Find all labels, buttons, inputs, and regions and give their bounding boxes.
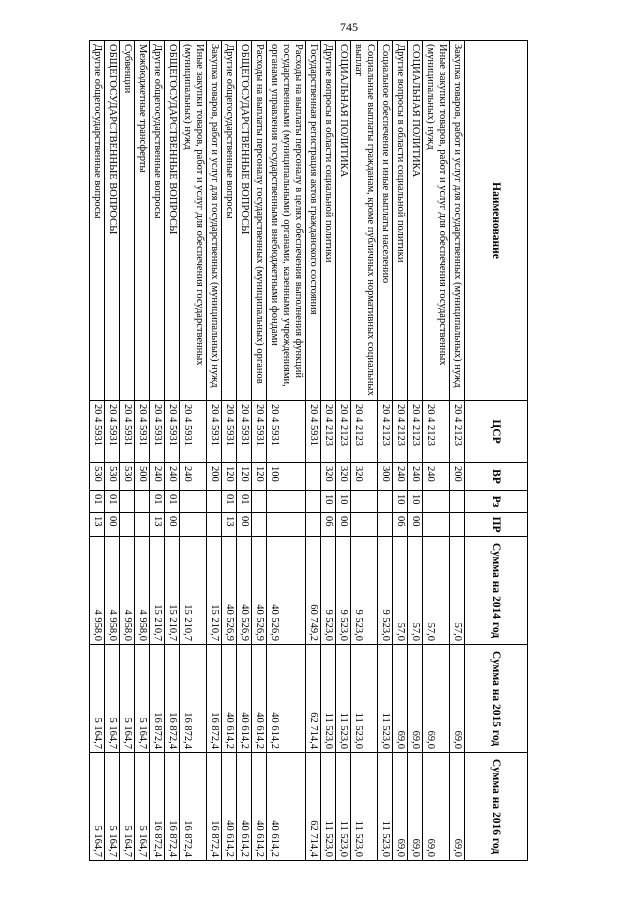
cell-rz xyxy=(378,491,393,513)
cell-pr: 00 xyxy=(165,513,180,537)
cell-name: Другие общегосударственные вопросы xyxy=(90,41,105,401)
cell-rz xyxy=(207,491,222,513)
cell-name: СОЦИАЛЬНАЯ ПОЛИТИКА xyxy=(408,41,423,401)
cell-sum-2015: 62 714,4 xyxy=(306,645,321,753)
cell-vr: 530 xyxy=(90,463,105,491)
cell-csr: 20 4 5931 xyxy=(120,401,135,463)
header-vr: ВР xyxy=(465,463,528,491)
cell-sum-2014: 15 210,7 xyxy=(207,537,222,645)
header-rz: Рз xyxy=(465,491,528,513)
cell-sum-2016: 5 164,7 xyxy=(105,753,120,861)
cell-sum-2014: 57,0 xyxy=(450,537,465,645)
table-row xyxy=(90,41,105,861)
cell-sum-2016: 69,0 xyxy=(423,753,450,861)
cell-name: ОБЩЕГОСУДАРСТВЕННЫЕ ВОПРОСЫ xyxy=(105,41,120,401)
cell-sum-2015: 5 164,7 xyxy=(135,645,150,753)
cell-rz xyxy=(267,491,306,513)
cell-sum-2016: 11 523,0 xyxy=(336,753,351,861)
cell-rz: 10 xyxy=(321,491,336,513)
cell-sum-2016: 69,0 xyxy=(450,753,465,861)
cell-pr xyxy=(351,513,378,537)
table-row xyxy=(135,41,150,861)
cell-rz xyxy=(252,491,267,513)
table-row xyxy=(237,41,252,861)
cell-sum-2014: 15 210,7 xyxy=(165,537,180,645)
cell-vr: 200 xyxy=(207,463,222,491)
cell-sum-2014: 60 749,2 xyxy=(306,537,321,645)
cell-rz: 01 xyxy=(165,491,180,513)
cell-vr: 200 xyxy=(450,463,465,491)
cell-csr: 20 4 5931 xyxy=(267,401,306,463)
cell-sum-2015: 40 614,2 xyxy=(222,645,237,753)
cell-pr xyxy=(423,513,450,537)
cell-csr: 20 4 5931 xyxy=(90,401,105,463)
cell-csr: 20 4 5931 xyxy=(252,401,267,463)
table-row xyxy=(120,41,135,861)
cell-sum-2015: 11 523,0 xyxy=(378,645,393,753)
cell-csr: 20 4 5931 xyxy=(105,401,120,463)
cell-pr: 00 xyxy=(408,513,423,537)
table-row xyxy=(450,41,465,861)
cell-sum-2015: 11 523,0 xyxy=(321,645,336,753)
cell-sum-2014: 9 523,0 xyxy=(378,537,393,645)
cell-pr: 00 xyxy=(105,513,120,537)
table-row xyxy=(180,41,207,861)
cell-sum-2015: 5 164,7 xyxy=(105,645,120,753)
cell-csr: 20 4 2123 xyxy=(378,401,393,463)
header-csr: ЦСР xyxy=(465,401,528,463)
cell-pr: 00 xyxy=(336,513,351,537)
table-row xyxy=(393,41,408,861)
cell-vr: 120 xyxy=(222,463,237,491)
cell-sum-2015: 16 872,4 xyxy=(150,645,165,753)
table-body xyxy=(90,41,465,861)
cell-sum-2016: 16 872,4 xyxy=(150,753,165,861)
table-row xyxy=(267,41,306,861)
table-row xyxy=(150,41,165,861)
cell-name: Субвенции xyxy=(120,41,135,401)
cell-sum-2016: 69,0 xyxy=(393,753,408,861)
cell-rz: 01 xyxy=(150,491,165,513)
cell-sum-2015: 16 872,4 xyxy=(207,645,222,753)
cell-sum-2014: 40 526,9 xyxy=(237,537,252,645)
cell-csr: 20 4 2123 xyxy=(351,401,378,463)
cell-vr xyxy=(306,463,321,491)
cell-rz xyxy=(351,491,378,513)
cell-name: Иные закупки товаров, работ и услуг для обеспечения государственных (муниципальных) нужд xyxy=(423,41,450,401)
table-row xyxy=(336,41,351,861)
cell-csr: 20 4 5931 xyxy=(180,401,207,463)
cell-name: Иные закупки товаров, работ и услуг для обеспечения государственных (муниципальных) нужд xyxy=(180,41,207,401)
cell-sum-2015: 40 614,2 xyxy=(267,645,306,753)
header-sum-2014: Сумма на 2014 год xyxy=(465,537,528,645)
cell-name: Другие вопросы в области социальной политики xyxy=(393,41,408,401)
cell-rz xyxy=(306,491,321,513)
cell-sum-2014: 4 958,0 xyxy=(120,537,135,645)
cell-pr xyxy=(135,513,150,537)
cell-sum-2015: 69,0 xyxy=(408,645,423,753)
cell-csr: 20 4 2123 xyxy=(336,401,351,463)
cell-pr xyxy=(306,513,321,537)
cell-name: ОБЩЕГОСУДАРСТВЕННЫЕ ВОПРОСЫ xyxy=(237,41,252,401)
cell-vr: 500 xyxy=(135,463,150,491)
cell-rz: 01 xyxy=(237,491,252,513)
cell-sum-2016: 5 164,7 xyxy=(120,753,135,861)
budget-table xyxy=(89,40,528,861)
table-row xyxy=(165,41,180,861)
cell-vr: 320 xyxy=(351,463,378,491)
cell-sum-2015: 5 164,7 xyxy=(90,645,105,753)
cell-csr: 20 4 5931 xyxy=(222,401,237,463)
cell-sum-2014: 9 523,0 xyxy=(351,537,378,645)
cell-name: Расходы на выплаты персоналу государственных (муниципальных) органов xyxy=(252,41,267,401)
table-row xyxy=(222,41,237,861)
cell-name: Государственная регистрация актов гражданского состояния xyxy=(306,41,321,401)
cell-pr: 13 xyxy=(150,513,165,537)
cell-csr: 20 4 2123 xyxy=(450,401,465,463)
cell-pr xyxy=(378,513,393,537)
cell-csr: 20 4 5931 xyxy=(165,401,180,463)
header-name: Наименование xyxy=(465,41,528,401)
cell-rz: 10 xyxy=(336,491,351,513)
cell-pr: 00 xyxy=(237,513,252,537)
table-row xyxy=(408,41,423,861)
table-row xyxy=(207,41,222,861)
cell-rz xyxy=(135,491,150,513)
table-row xyxy=(252,41,267,861)
table-row xyxy=(306,41,321,861)
cell-vr: 530 xyxy=(105,463,120,491)
table-row xyxy=(378,41,393,861)
cell-sum-2015: 69,0 xyxy=(423,645,450,753)
cell-csr: 20 4 2123 xyxy=(393,401,408,463)
cell-csr: 20 4 2123 xyxy=(408,401,423,463)
cell-rz: 10 xyxy=(408,491,423,513)
cell-sum-2014: 57,0 xyxy=(408,537,423,645)
cell-rz xyxy=(423,491,450,513)
cell-sum-2014: 57,0 xyxy=(423,537,450,645)
cell-sum-2016: 40 614,2 xyxy=(252,753,267,861)
cell-csr: 20 4 5931 xyxy=(207,401,222,463)
cell-sum-2014: 40 526,9 xyxy=(222,537,237,645)
cell-sum-2015: 40 614,2 xyxy=(252,645,267,753)
rotated-table-container xyxy=(60,40,528,860)
cell-sum-2015: 69,0 xyxy=(450,645,465,753)
cell-rz xyxy=(120,491,135,513)
cell-pr: 06 xyxy=(321,513,336,537)
cell-pr xyxy=(252,513,267,537)
cell-name: Межбюджетные трансферты xyxy=(135,41,150,401)
cell-sum-2016: 11 523,0 xyxy=(378,753,393,861)
cell-vr: 320 xyxy=(321,463,336,491)
header-sum-2016: Сумма на 2016 год xyxy=(465,753,528,861)
cell-vr: 530 xyxy=(120,463,135,491)
cell-sum-2016: 62 714,4 xyxy=(306,753,321,861)
cell-name: Закупка товаров, работ и услуг для государственных (муниципальных) нужд xyxy=(450,41,465,401)
cell-name: Расходы на выплаты персоналу в целях обеспечения выполнения функций государственными (муниципальными) органами, казенными учреждениями, органами управления государственными внебюджетными фондами xyxy=(267,41,306,401)
cell-csr: 20 4 5931 xyxy=(237,401,252,463)
cell-vr: 240 xyxy=(423,463,450,491)
cell-sum-2014: 57,0 xyxy=(393,537,408,645)
cell-sum-2016: 16 872,4 xyxy=(165,753,180,861)
cell-sum-2014: 40 526,9 xyxy=(252,537,267,645)
cell-sum-2016: 5 164,7 xyxy=(90,753,105,861)
cell-name: Другие общегосударственные вопросы xyxy=(222,41,237,401)
cell-name: Другие общегосударственные вопросы xyxy=(150,41,165,401)
cell-rz: 01 xyxy=(222,491,237,513)
cell-vr: 320 xyxy=(336,463,351,491)
cell-csr: 20 4 5931 xyxy=(150,401,165,463)
cell-rz: 01 xyxy=(105,491,120,513)
cell-pr xyxy=(207,513,222,537)
cell-sum-2015: 16 872,4 xyxy=(165,645,180,753)
cell-sum-2014: 9 523,0 xyxy=(321,537,336,645)
cell-pr xyxy=(180,513,207,537)
cell-name: Закупка товаров, работ и услуг для государственных (муниципальных) нужд xyxy=(207,41,222,401)
cell-sum-2015: 5 164,7 xyxy=(120,645,135,753)
cell-vr: 240 xyxy=(165,463,180,491)
cell-sum-2015: 40 614,2 xyxy=(237,645,252,753)
cell-sum-2015: 69,0 xyxy=(393,645,408,753)
cell-sum-2014: 4 958,0 xyxy=(135,537,150,645)
cell-csr: 20 4 5931 xyxy=(135,401,150,463)
cell-vr: 240 xyxy=(393,463,408,491)
cell-rz xyxy=(450,491,465,513)
cell-sum-2016: 11 523,0 xyxy=(321,753,336,861)
cell-name: ОБЩЕГОСУДАРСТВЕННЫЕ ВОПРОСЫ xyxy=(165,41,180,401)
cell-pr xyxy=(120,513,135,537)
cell-pr xyxy=(450,513,465,537)
cell-rz xyxy=(180,491,207,513)
cell-sum-2016: 69,0 xyxy=(408,753,423,861)
header-pr: ПР xyxy=(465,513,528,537)
page-number: 745 xyxy=(340,20,358,34)
cell-sum-2016: 40 614,2 xyxy=(237,753,252,861)
cell-sum-2014: 15 210,7 xyxy=(150,537,165,645)
cell-pr: 13 xyxy=(90,513,105,537)
cell-rz: 01 xyxy=(90,491,105,513)
cell-csr: 20 4 2123 xyxy=(423,401,450,463)
cell-sum-2016: 40 614,2 xyxy=(222,753,237,861)
cell-sum-2014: 9 523,0 xyxy=(336,537,351,645)
table-row xyxy=(351,41,378,861)
cell-sum-2015: 11 523,0 xyxy=(351,645,378,753)
table-row xyxy=(105,41,120,861)
cell-sum-2015: 11 523,0 xyxy=(336,645,351,753)
table-row xyxy=(423,41,450,861)
cell-sum-2015: 16 872,4 xyxy=(180,645,207,753)
cell-name: СОЦИАЛЬНАЯ ПОЛИТИКА xyxy=(336,41,351,401)
cell-sum-2014: 40 526,9 xyxy=(267,537,306,645)
cell-pr xyxy=(267,513,306,537)
cell-sum-2016: 5 164,7 xyxy=(135,753,150,861)
cell-sum-2016: 16 872,4 xyxy=(207,753,222,861)
cell-rz: 10 xyxy=(393,491,408,513)
cell-pr: 06 xyxy=(393,513,408,537)
cell-sum-2014: 15 210,7 xyxy=(180,537,207,645)
header-row xyxy=(465,41,528,861)
cell-vr: 240 xyxy=(408,463,423,491)
cell-name: Социальные выплаты гражданам, кроме публичных нормативных социальных выплат xyxy=(351,41,378,401)
cell-pr: 13 xyxy=(222,513,237,537)
cell-csr: 20 4 2123 xyxy=(321,401,336,463)
header-sum-2015: Сумма на 2015 год xyxy=(465,645,528,753)
cell-vr: 120 xyxy=(252,463,267,491)
cell-name: Социальное обеспечение и иные выплаты населению xyxy=(378,41,393,401)
cell-sum-2016: 11 523,0 xyxy=(351,753,378,861)
cell-vr: 120 xyxy=(237,463,252,491)
cell-sum-2016: 40 614,2 xyxy=(267,753,306,861)
cell-csr: 20 4 5931 xyxy=(306,401,321,463)
cell-vr: 240 xyxy=(150,463,165,491)
table-row xyxy=(321,41,336,861)
cell-vr: 240 xyxy=(180,463,207,491)
cell-sum-2016: 16 872,4 xyxy=(180,753,207,861)
cell-sum-2014: 4 958,0 xyxy=(90,537,105,645)
cell-vr: 300 xyxy=(378,463,393,491)
cell-vr: 100 xyxy=(267,463,306,491)
cell-sum-2014: 4 958,0 xyxy=(105,537,120,645)
cell-name: Другие вопросы в области социальной политики xyxy=(321,41,336,401)
